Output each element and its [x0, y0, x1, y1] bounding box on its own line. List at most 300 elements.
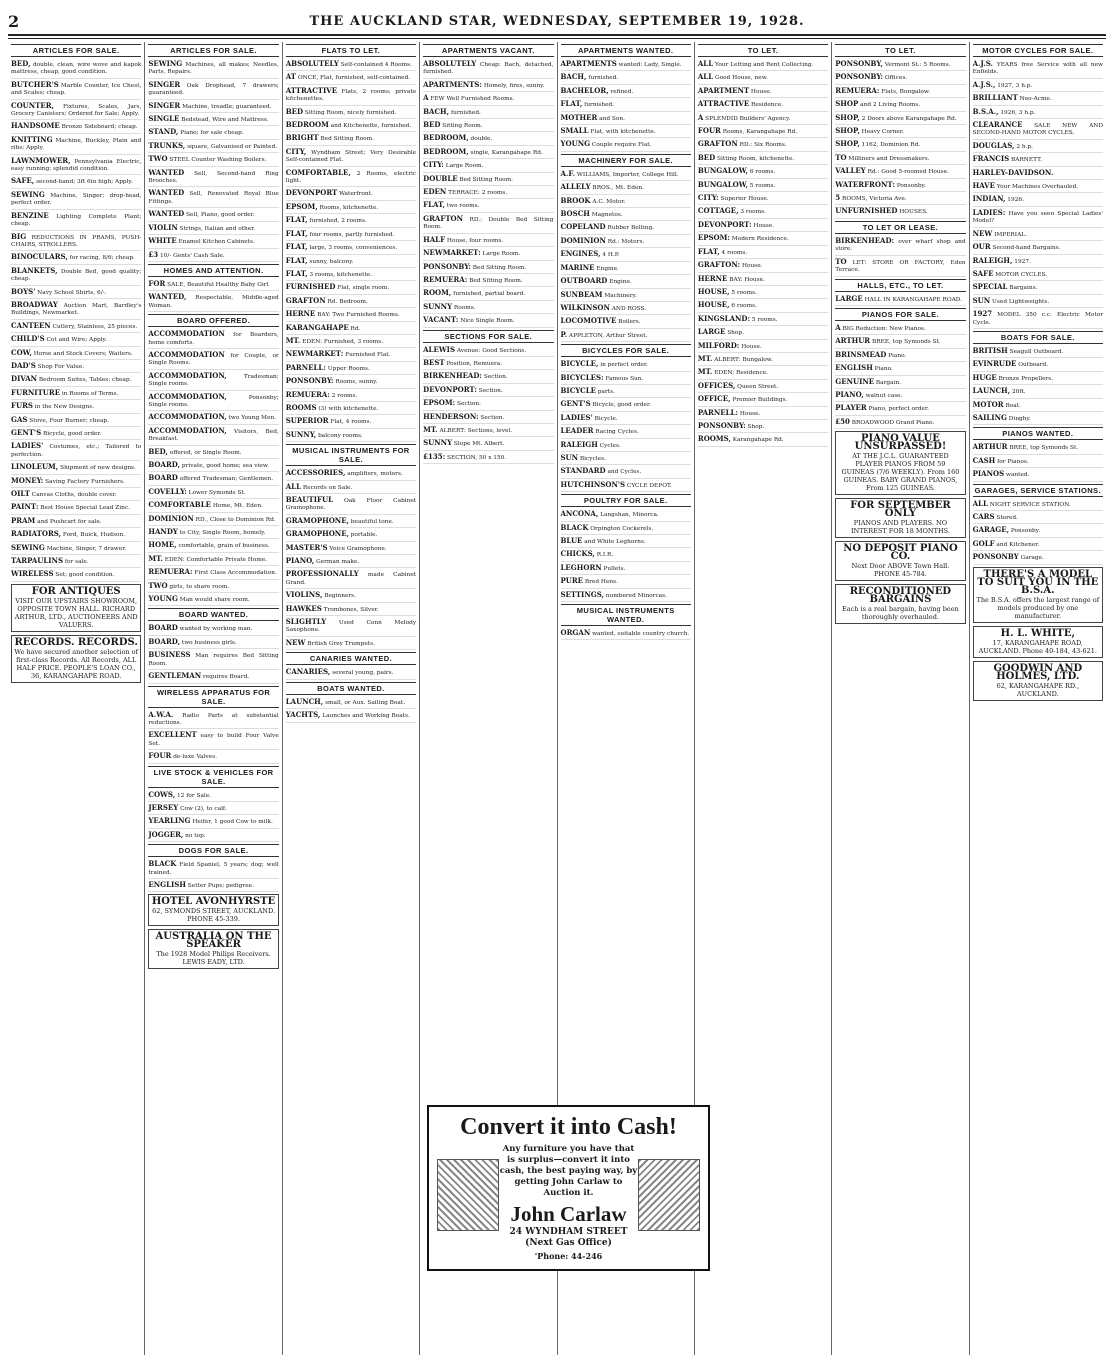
promo-headline: Convert it into Cash!	[460, 1114, 677, 1140]
classified-ad: GENUINE Bargain.	[835, 378, 965, 389]
ad-lead-word: BIRKENHEAD:	[835, 235, 895, 245]
classified-ad: ATTRACTIVE Flats, 2 rooms; private kitchenettes.	[286, 87, 416, 106]
ad-lead-word: FLAT,	[560, 99, 583, 109]
classified-ad: EXCELLENT easy to build Four Valve Set.	[148, 731, 278, 750]
classified-ad: PONSONBY: Offices.	[835, 73, 965, 84]
classified-ad: HAVE Your Machines Overhauled.	[973, 182, 1103, 193]
classified-ad: BOARD, two business girls.	[148, 638, 278, 649]
classified-ad: BED Sitting Room, nicely furnished.	[286, 108, 416, 119]
ad-lead-word: SAFE,	[11, 176, 35, 186]
ad-lead-word: A.J.S.	[972, 59, 993, 68]
classified-ad: BUTCHER'S Marble Counter, Ice Chest, and Scales; cheap.	[11, 81, 141, 100]
ad-lead-word: MARINE	[560, 262, 595, 272]
classified-ad: BEDROOM, single, Karangahape Rd.	[423, 148, 553, 159]
classified-ad: GRAFTON: House.	[698, 261, 828, 272]
classified-ad: SINGLE Bedstead, Wire and Mattress.	[148, 115, 278, 126]
classified-ad: BRILLIANT Neo-Acme.	[973, 94, 1103, 105]
ad-lead-word: BLUE	[560, 536, 583, 545]
classified-ad: SAFE, second-hand; 3ft 6in high; Apply.	[11, 177, 141, 188]
ad-lead-word: SEWING	[148, 59, 183, 68]
ad-lead-word: PRAM	[11, 515, 36, 525]
ad-lead-word: FRANCIS	[972, 154, 1010, 164]
ad-lead-word: FOR	[148, 278, 166, 288]
ad-lead-word: ARTHUR	[972, 442, 1008, 452]
display-advert-title: RECORDS. RECORDS.	[14, 636, 138, 648]
classified-ad: FURNITURE in Rooms of Terms.	[11, 389, 141, 400]
classified-ad: ACCOMMODATION for Boarders, home comforts.	[148, 330, 278, 349]
classified-ad: WILKINSON AND ROSS.	[561, 304, 691, 315]
ad-lead-word: ALL	[285, 481, 302, 491]
classified-ad: FLAT, four rooms, partly furnished.	[286, 230, 416, 241]
classified-ad: SETTINGS, numbered Minorcas.	[561, 591, 691, 602]
classified-ad: COWS, 12 for Sale.	[148, 791, 278, 802]
display-advert-title: PIANO VALUE UNSURPASSED!	[854, 433, 947, 453]
ad-lead-word: RALEIGH,	[972, 255, 1013, 265]
ad-lead-word: COMFORTABLE,	[285, 167, 351, 177]
ad-lead-word: MT.	[423, 424, 438, 434]
classified-ad: ENGLISH Piano.	[835, 364, 965, 375]
ad-lead-word: BOYS'	[11, 286, 36, 296]
classified-ad: DEVONPORT: Section.	[423, 386, 553, 397]
ad-lead-word: BUNGALOW,	[697, 166, 748, 176]
classified-ad: BRINSMEAD Piano.	[835, 351, 965, 362]
ad-lead-word: TARPAULINS	[11, 556, 64, 566]
classified-ad: PARNELL: Upper Rooms.	[286, 364, 416, 375]
ad-lead-word: NEW	[285, 637, 306, 647]
classified-ad: SHOP, 1162, Dominion Rd.	[835, 140, 965, 151]
classified-ad: PRAM and Pushcart for sale.	[11, 517, 141, 528]
ad-lead-word: SHOP,	[835, 139, 860, 149]
classified-ad: ARTHUR BREE, top Symonds St.	[835, 337, 965, 348]
ad-lead-word: ATTRACTIVE	[697, 99, 750, 109]
ad-lead-word: BICYCLES:	[560, 372, 604, 382]
ad-lead-word: GRAFTON:	[697, 260, 741, 270]
classified-ad: A.J.S. YEARS free Service with all new Enfields.	[973, 60, 1103, 79]
display-advert	[973, 567, 1103, 623]
classified-ad: BED, double, clean, wire wove and kapok mattress, cheap, good condition.	[11, 60, 141, 79]
classified-ad: OUTBOARD Engine.	[561, 277, 691, 288]
classified-ad: YEARLING Heifer, 1 good Cow to milk.	[148, 817, 278, 828]
classified-ad: APARTMENTS wanted: Lady, Single.	[561, 60, 691, 71]
ad-lead-word: BOARD	[148, 473, 178, 483]
classified-ad: BINOCULARS, for racing, 8/6; cheap.	[11, 253, 141, 264]
display-advert	[835, 498, 965, 538]
section-heading: PIANOS WANTED.	[973, 427, 1103, 440]
classified-ad: CANTEEN Cutlery, Stainless, 25 pieces.	[11, 322, 141, 333]
classified-ad: £3 10/- Gents' Cash Sale.	[148, 251, 278, 262]
classified-ad: £135: SECTION, 50 x 150.	[423, 453, 553, 464]
ad-lead-word: DOMINION	[148, 513, 194, 523]
ad-lead-word: HOUSE,	[697, 286, 730, 296]
ad-lead-word: ROOMS,	[697, 434, 731, 444]
ad-lead-word: CANTEEN	[11, 320, 51, 330]
ad-lead-word: REMUERA:	[423, 274, 468, 284]
classified-ad: BLANKETS, Double Bed, good quality; cheap.	[11, 267, 141, 286]
section-heading: PIANOS FOR SALE.	[835, 308, 965, 321]
john-carlaw-advert	[427, 1105, 710, 1271]
classified-ad: JOGGER, no top.	[148, 831, 278, 842]
ad-lead-word: WANTED,	[148, 292, 187, 302]
ad-lead-word: DAD'S	[11, 360, 36, 370]
section-heading: ARTICLES FOR SALE.	[148, 44, 278, 57]
classified-ad: MONEY: Saving Factory Furnishers.	[11, 477, 141, 488]
classified-ad	[973, 169, 1103, 180]
section-heading: BOATS WANTED.	[286, 682, 416, 695]
classified-ad: PONSONBY, Vermont St.: 5 Rooms.	[835, 60, 965, 71]
ad-lead-word: MT.	[697, 353, 713, 363]
section-heading: MUSICAL INSTRUMENTS FOR SALE.	[286, 444, 416, 466]
classified-ad: ENGLISH Setter Pups; pedigree.	[148, 881, 278, 892]
ad-lead-word: EVINRUDE	[972, 359, 1017, 369]
classified-ad: BENZINE Lighting Complete Plant; cheap.	[11, 212, 141, 231]
display-advert-text: The B.S.A. offers the largest range of models produced by one manufacturer.	[976, 595, 1100, 620]
ad-lead-word: NEWMARKET:	[423, 248, 481, 258]
ad-lead-word: £50	[835, 416, 850, 426]
classified-ad: LEGHORN Pullets.	[561, 564, 691, 575]
classified-ad: GOLF and Kitchener.	[973, 540, 1103, 551]
ad-lead-word: LEADER	[560, 426, 594, 436]
ad-lead-word: REMUERA:	[835, 85, 880, 95]
ad-lead-word: 5	[835, 193, 841, 203]
classified-ad: GRAFTON RD.: Double Bed Sitting Room.	[423, 215, 553, 234]
ad-lead-word: DOMINION	[560, 235, 606, 245]
classified-ad: COPELAND Rubber Belting.	[561, 223, 691, 234]
ad-lead-word: BOARD,	[148, 460, 181, 469]
classified-ad: ABSOLUTELY Cheap: Bach, detached, furnished.	[423, 60, 553, 79]
classified-ad: DAD'S Shop For Value.	[11, 362, 141, 373]
classified-ad: YACHTS, Launches and Working Boats.	[286, 711, 416, 722]
ad-lead-word: EPSOM:	[697, 233, 730, 243]
classified-ad: FLAT, 4 rooms.	[698, 248, 828, 259]
classified-ad: BOARD wanted by working man.	[148, 624, 278, 635]
ad-lead-word: BENZINE	[11, 210, 49, 220]
classified-ad: BUSINESS Man requires Bed Sitting Room.	[148, 651, 278, 670]
classified-ad: BACHELOR, refined.	[561, 87, 691, 98]
ad-lead-word: UNFURNISHED	[835, 206, 898, 216]
ad-lead-word: CITY:	[423, 160, 444, 170]
ad-lead-word: SUNNY,	[285, 429, 317, 439]
classified-ad: BLACK Orpington Cockerels.	[561, 524, 691, 535]
section-heading: FLATS TO LET.	[286, 44, 416, 57]
ad-lead-word: SINGLE	[148, 114, 180, 124]
display-advert	[835, 541, 965, 581]
classified-ad: A FEW Well Furnished Rooms.	[423, 94, 553, 105]
section-heading: POULTRY FOR SALE.	[561, 494, 691, 507]
classified-ad: YOUNG Man would share room.	[148, 595, 278, 606]
ad-lead-word: CHILD'S	[11, 334, 45, 344]
ad-lead-word: GENT'S	[560, 399, 591, 409]
display-advert-text: Next Door ABOVE Town Hall. PHONE 45-784.	[851, 562, 950, 579]
classified-ad: KARANGAHAPE Rd.	[286, 324, 416, 335]
classified-ad: OFFICE, Premier Buildings.	[698, 395, 828, 406]
classified-ad: DEVONPORT Waterfront.	[286, 189, 416, 200]
ad-lead-word: GRAFTON	[697, 139, 738, 149]
ad-lead-word: SETTINGS,	[560, 589, 604, 599]
classified-ad: APARTMENTS: Homely, fires, sunny.	[423, 81, 553, 92]
ad-lead-word: COTTAGE,	[697, 206, 739, 216]
classified-ad: SHOP and 2 Living Rooms.	[835, 100, 965, 111]
classified-ad: SPECIAL Bargains.	[973, 283, 1103, 294]
ad-lead-word: BACH,	[423, 106, 450, 116]
ad-lead-word: LARGE	[835, 293, 863, 303]
classified-ad: REMUERA: First Class Accommodation.	[148, 568, 278, 579]
classified-ad: 5 ROOMS, Victoria Ave.	[835, 194, 965, 205]
classified-ad: HENDERSON: Section.	[423, 413, 553, 424]
classified-ad: CHILD'S Cot and Wire; Apply.	[11, 335, 141, 346]
ad-lead-word: LARGE	[697, 327, 726, 337]
classified-ad: FOUR Rooms, Karangahape Rd.	[698, 127, 828, 138]
display-advert	[973, 626, 1103, 658]
classified-ad: BED, offered, or Single Room.	[148, 448, 278, 459]
ad-lead-word: APARTMENTS:	[423, 79, 482, 89]
ad-lead-word: PIANO,	[285, 556, 315, 566]
ad-lead-word: BOSCH	[560, 209, 590, 219]
classified-ad: BACH, furnished.	[423, 108, 553, 119]
ad-lead-word: SMALL	[560, 126, 589, 136]
classified-ad: NEWMARKET: Large Room.	[423, 249, 553, 260]
ad-lead-word: SEWING	[11, 542, 45, 552]
ad-lead-word: FLAT,	[285, 215, 308, 225]
classified-ad: BRIGHT Bed Sitting Room.	[286, 134, 416, 145]
ad-lead-word: DEVONPORT:	[697, 219, 752, 229]
ad-lead-word: OFFICE,	[697, 394, 731, 404]
classified-ad: COUNTER, Fixtures, Scales, Jars, Grocery Canisters; Ordered for Sale; Apply.	[11, 102, 141, 121]
classified-ad: WATERFRONT: Ponsonby.	[835, 181, 965, 192]
classified-ad: HANDSOME Bronze Sideboard; cheap.	[11, 122, 141, 133]
ad-lead-word: B.S.A.,	[972, 106, 999, 116]
ad-lead-word: REMUERA:	[285, 389, 330, 399]
ad-lead-word: BEDROOM,	[423, 146, 469, 156]
classified-ad: AT ONCE, Flat, furnished, self-contained.	[286, 73, 416, 84]
classified-ad: SAILING Dinghy.	[973, 414, 1103, 425]
classified-ad: MT. EDEN: Furnished, 3 rooms.	[286, 337, 416, 348]
ad-lead-word: ABSOLUTELY	[285, 59, 339, 68]
classified-ad: COMFORTABLE Home, Mt. Eden.	[148, 501, 278, 512]
newspaper-title: THE AUCKLAND STAR, WEDNESDAY, SEPTEMBER 19, 1928.	[309, 14, 805, 29]
classified-ad: OILT Canvas Cloths, double cover.	[11, 490, 141, 501]
ad-lead-word: FURS	[11, 401, 33, 411]
ad-lead-word: SLIGHTLY	[285, 617, 327, 627]
column-8	[970, 42, 1106, 1355]
ad-lead-word: ACCOMMODATION,	[148, 412, 227, 422]
ad-lead-word: HOUSE,	[697, 300, 730, 310]
ad-lead-word: FURNITURE	[11, 387, 61, 397]
ad-lead-word: GOLF	[972, 538, 995, 548]
classified-ad: HOUSE, 6 rooms.	[698, 301, 828, 312]
classified-ad: SUNNY, balcony rooms.	[286, 431, 416, 442]
classified-ad: BOARD offered Tradesman; Gentlemen.	[148, 474, 278, 485]
section-heading: BOARD OFFERED.	[148, 314, 278, 327]
classified-ad: SLIGHTLY Used Conn Melody Saxophone.	[286, 618, 416, 637]
display-advert	[11, 584, 141, 632]
classified-ad: LARGE Shop.	[698, 328, 828, 339]
classified-ad: PIANOS wanted.	[973, 470, 1103, 481]
ad-lead-word: CITY:	[697, 193, 719, 203]
display-advert-text: Each is a real bargain, having been thoroughly overhauled.	[842, 605, 959, 622]
classified-ad: LAUNCH, small, or Aux. Sailing Boat.	[286, 698, 416, 709]
ad-lead-word: ALL	[972, 498, 988, 508]
section-heading: WIRELESS APPARATUS FOR SALE.	[148, 686, 278, 708]
section-heading: TO LET OR LEASE.	[835, 221, 965, 234]
classified-ad: OFFICES, Queen Street.	[698, 382, 828, 393]
ad-lead-word: £3	[148, 249, 159, 259]
ad-lead-word: PIANOS	[972, 469, 1005, 479]
classified-ad: HALF House, four rooms.	[423, 236, 553, 247]
ad-lead-word: FOUR	[148, 751, 172, 761]
ad-lead-word: MOTHER	[560, 112, 598, 122]
classified-ad: COTTAGE, 3 rooms.	[698, 207, 828, 218]
ad-lead-word: ACCOMMODATION,	[148, 391, 227, 401]
section-heading: DOGS FOR SALE.	[148, 844, 278, 857]
classified-ad: LOCOMOTIVE Boilers.	[561, 317, 691, 328]
classified-ad: WANTED Sell, Piano, good order.	[148, 210, 278, 221]
ad-lead-word: ROOMS	[285, 402, 317, 412]
classified-ad: TO Milliners and Dressmakers.	[835, 154, 965, 165]
classified-ad: MASTER'S Voice Gramophone.	[286, 544, 416, 555]
ad-lead-word: KARANGAHAPE	[285, 322, 349, 332]
classified-ad: CLEARANCE SALE NEW AND SECOND-HAND MOTOR CYCLES.	[973, 121, 1103, 140]
ad-lead-word: WHITE	[148, 236, 177, 246]
display-advert-title: AUSTRALIA ON THE SPEAKER	[155, 931, 272, 951]
display-advert-text: The 1928 Model Philips Receivers. LEWIS EADY, LTD.	[156, 950, 271, 967]
ad-lead-word: SINGER	[148, 79, 181, 89]
classified-ad: HOME, comfortable, grain of business.	[148, 541, 278, 552]
classified-ad: WANTED Sell, Second-hand Ring Brooches.	[148, 169, 278, 188]
classified-ad: DOMINION Rd.: Motors.	[561, 237, 691, 248]
ad-lead-word: APARTMENT	[697, 85, 750, 95]
classified-ad: DOUGLAS, 2 h.p.	[973, 142, 1103, 153]
classified-ad: SHOP, Heavy Corner.	[835, 127, 965, 138]
classified-ad: TO LET: STORE OR FACTORY, Eden Terrace.	[835, 258, 965, 277]
auction-illustration	[638, 1159, 700, 1231]
ad-lead-word: BROADWAY	[11, 299, 58, 309]
classified-ad: EPSOM: Section.	[423, 399, 553, 410]
ad-lead-word: AT	[285, 72, 297, 82]
ad-lead-word: SHOP	[835, 99, 859, 109]
display-advert	[148, 894, 278, 926]
ad-lead-word: TWO	[148, 154, 168, 164]
ad-lead-word: A	[835, 322, 841, 332]
ad-lead-word: COPELAND	[560, 222, 606, 232]
promo-address-note: (Next Gas Office)	[525, 1238, 612, 1248]
masthead	[0, 0, 1114, 34]
classified-ad: FLAT, furnished.	[561, 100, 691, 111]
ad-lead-word: SUN	[972, 295, 991, 305]
classified-ad: WANTED Sell, Renovated Royal Blue Fittings.	[148, 189, 278, 208]
masthead-rule-thin	[8, 38, 1106, 39]
classified-ad: SUNNY Slope Mt. Albert.	[423, 439, 553, 450]
display-advert	[11, 635, 141, 683]
ad-lead-word: ALL	[697, 59, 714, 68]
ad-lead-word: WILKINSON	[560, 302, 610, 312]
section-heading: MUSICAL INSTRUMENTS WANTED.	[561, 604, 691, 626]
column-7	[832, 42, 969, 1355]
classified-ad: PARNELL: House.	[698, 409, 828, 420]
ad-lead-word: ACCOMMODATION,	[148, 425, 227, 435]
ad-lead-word: WIRELESS	[11, 569, 54, 579]
classified-ad: LAWNMOWER, Pennsylvania Electric, easy running; splendid condition.	[11, 157, 141, 176]
ad-lead-word: SHOP,	[835, 112, 860, 122]
ad-lead-word: HAWKES	[285, 603, 322, 613]
classified-ad: MILFORD: House.	[698, 342, 828, 353]
classified-ad: PROFESSIONALLY made Cabinet Grand.	[286, 570, 416, 589]
ad-lead-word: DOUBLE	[423, 173, 458, 183]
ad-lead-word: EXCELLENT	[148, 730, 197, 740]
classified-ad: TWO STEEL Counter Washing Boilers.	[148, 155, 278, 166]
section-heading: TO LET.	[698, 44, 828, 57]
page-number: 2	[8, 12, 20, 31]
promo-phone: 'Phone: 44-246	[534, 1251, 603, 1261]
classified-ad: ABSOLUTELY Self-contained 4 Rooms.	[286, 60, 416, 71]
ad-lead-word: PAINT:	[11, 502, 39, 512]
classified-ad: LEADER Racing Cycles.	[561, 427, 691, 438]
classified-ad: FLAT, furnished, 2 rooms.	[286, 216, 416, 227]
ad-lead-word: HERNE	[697, 273, 728, 283]
ad-lead-word: REMUERA:	[148, 567, 193, 577]
ad-lead-word: SUN	[560, 452, 579, 462]
classified-ad: VACANT: Nice Single Room.	[423, 316, 553, 327]
ad-lead-word: COW,	[11, 347, 32, 357]
classified-ad: BED Sitting Room.	[423, 121, 553, 132]
ad-lead-word: STANDARD	[560, 466, 606, 476]
ad-lead-word: LAWNMOWER,	[11, 155, 71, 165]
ad-lead-word: BRIGHT	[285, 133, 319, 143]
classified-ad: HERNE BAY: Two Furnished Rooms.	[286, 310, 416, 321]
ad-lead-word: COWS,	[148, 789, 176, 799]
classified-ad: ALL Good House, new.	[698, 73, 828, 84]
ad-lead-word: LAUNCH,	[285, 696, 324, 706]
classified-ad: STAND, Piano; for sale cheap.	[148, 128, 278, 139]
ad-lead-word: HUGE	[972, 372, 997, 382]
ad-lead-word: OILT	[11, 489, 30, 499]
classified-ad: A.J.S., 1927, 3 h.p.	[973, 81, 1103, 92]
classified-ad: LADIES' Costumes, etc.; Tailored to perfection.	[11, 442, 141, 461]
classified-ad: REMUERA: Flats, Bungalow.	[835, 87, 965, 98]
ad-lead-word: LOCOMOTIVE	[560, 316, 617, 326]
column-2	[145, 42, 282, 1355]
ad-lead-word: A.W.A.	[148, 709, 174, 719]
ad-lead-word: ACCOMMODATION	[148, 349, 225, 359]
ad-lead-word: GRAFTON	[285, 295, 326, 305]
classified-ad: EPSOM: Modern Residence.	[698, 234, 828, 245]
ad-lead-word: ENGINES,	[560, 249, 601, 259]
classified-ad: BLACK Field Spaniel, 5 years; dog; well trained.	[148, 860, 278, 879]
classified-ad: LARGE HALL IN KARANGAHAPE ROAD.	[835, 295, 965, 306]
ad-lead-word: SHOP,	[835, 126, 860, 136]
ad-lead-word: BLACK	[560, 522, 589, 532]
classified-ad: ACCOMMODATION, two Young Men.	[148, 413, 278, 424]
ad-lead-word: HANDY	[148, 527, 178, 537]
classified-ad: COVELLY: Lower Symonds St.	[148, 488, 278, 499]
display-advert-title: NO DEPOSIT PIANO CO.	[843, 543, 958, 563]
ad-lead-word: YEARLING	[148, 816, 191, 826]
classified-ad: BIRKENHEAD: over wharf shop and store.	[835, 237, 965, 256]
ad-lead-word: CLEARANCE	[972, 120, 1023, 130]
ad-lead-word: HARLEY-DAVIDSON.	[972, 167, 1054, 177]
ad-lead-word: GRAMOPHONE,	[285, 515, 349, 525]
section-heading: BICYCLES FOR SALE.	[561, 344, 691, 357]
ad-lead-word: MT.	[285, 335, 301, 345]
ad-lead-word: HERNE	[285, 309, 316, 319]
ad-lead-word: TWO	[148, 580, 168, 590]
classified-ad: TWO girls, to share room.	[148, 582, 278, 593]
classified-ad: VIOLINS, Beginners.	[286, 591, 416, 602]
ad-lead-word: BACH,	[560, 72, 587, 82]
ad-lead-word: ALEWIS	[423, 344, 456, 354]
classified-ad: LAUNCH, 20ft.	[973, 387, 1103, 398]
ad-lead-word: PARNELL:	[697, 407, 739, 417]
classified-ad: BIRKENHEAD: Section.	[423, 372, 553, 383]
